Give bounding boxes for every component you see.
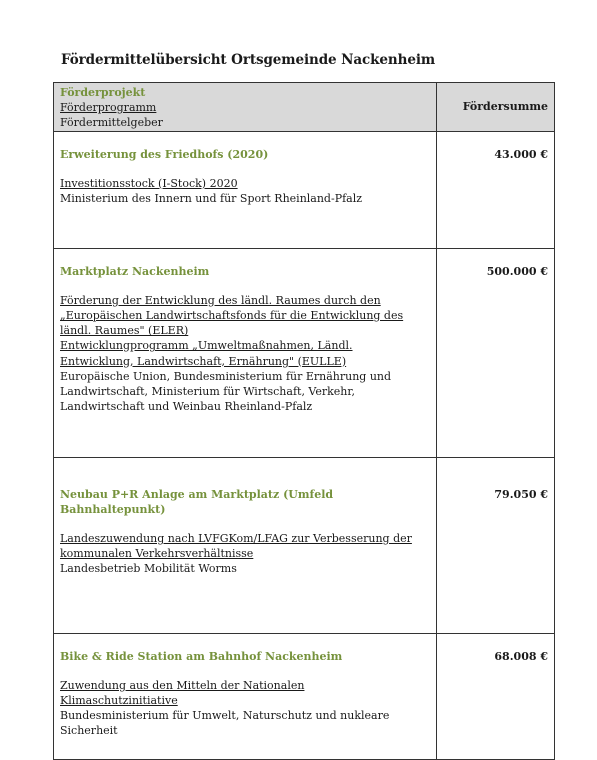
program-name: Förderung der Entwicklung des ländl. Raumes durch den „Europäischen Landwirtschaftsfonds für die Entwicklung des ländl. Raumes" (ELER) xyxy=(60,293,404,338)
project-cell xyxy=(54,131,437,248)
table-row xyxy=(54,131,555,248)
program-name: Entwicklungprogramm „Umweltmaßnahmen, Ländl. Entwicklung, Landwirtschaft, Ernährung" (EULLE) xyxy=(60,339,353,368)
project-title: Marktplatz Nackenheim xyxy=(60,264,210,278)
program-name: Landeszuwendung nach LVFGKom/LFAG zur Verbesserung der kommunalen Verkehrsverhältnisse xyxy=(60,532,412,561)
header-cell-project xyxy=(54,83,437,132)
table-row xyxy=(54,633,555,759)
funder-name: Europäische Union, Bundesministerium für Ernährung und Landwirtschaft, Ministerium für Wirtschaft, Verkehr, Landwirtschaft und Weinbau Rheinland-Pfalz xyxy=(60,369,392,414)
table-row xyxy=(54,248,555,457)
table-header-row xyxy=(54,83,555,132)
funder-name: Landesbetrieb Mobilität Worms xyxy=(60,562,237,576)
project-title: Bike & Ride Station am Bahnhof Nackenheim xyxy=(60,649,343,663)
funder-name: Ministerium des Innern und für Sport Rheinland-Pfalz xyxy=(60,192,363,206)
project-title: Neubau P+R Anlage am Marktplatz (Umfeld Bahnhaltepunkt) xyxy=(60,487,334,516)
amount-cell: 500.000 € xyxy=(437,248,555,457)
amount-cell: 43.000 € xyxy=(437,131,555,248)
header-cell-amount: Fördersumme xyxy=(437,83,555,132)
amount-cell: 68.008 € xyxy=(437,633,555,759)
project-cell xyxy=(54,248,437,457)
program-name: Zuwendung aus den Mitteln der Nationalen Klimaschutzinitiative xyxy=(60,678,305,708)
funding-table xyxy=(53,82,555,760)
funder-name: Bundesministerium für Umwelt, Naturschutz und nukleare Sicherheit xyxy=(60,709,390,738)
amount-cell: 79.050 € xyxy=(437,457,555,633)
header-label-funder: Fördermittelgeber xyxy=(60,116,163,130)
header-label-program: Förderprogramm xyxy=(60,101,157,115)
project-cell xyxy=(54,633,437,759)
page-title: Fördermittelübersicht Ortsgemeinde Nackenheim xyxy=(61,52,436,68)
program-name: Investitionsstock (I-Stock) 2020 xyxy=(60,176,238,190)
project-cell xyxy=(54,457,437,633)
header-label-project: Förderprojekt xyxy=(60,86,146,99)
table-row xyxy=(54,457,555,633)
project-title: Erweiterung des Friedhofs (2020) xyxy=(60,147,269,161)
